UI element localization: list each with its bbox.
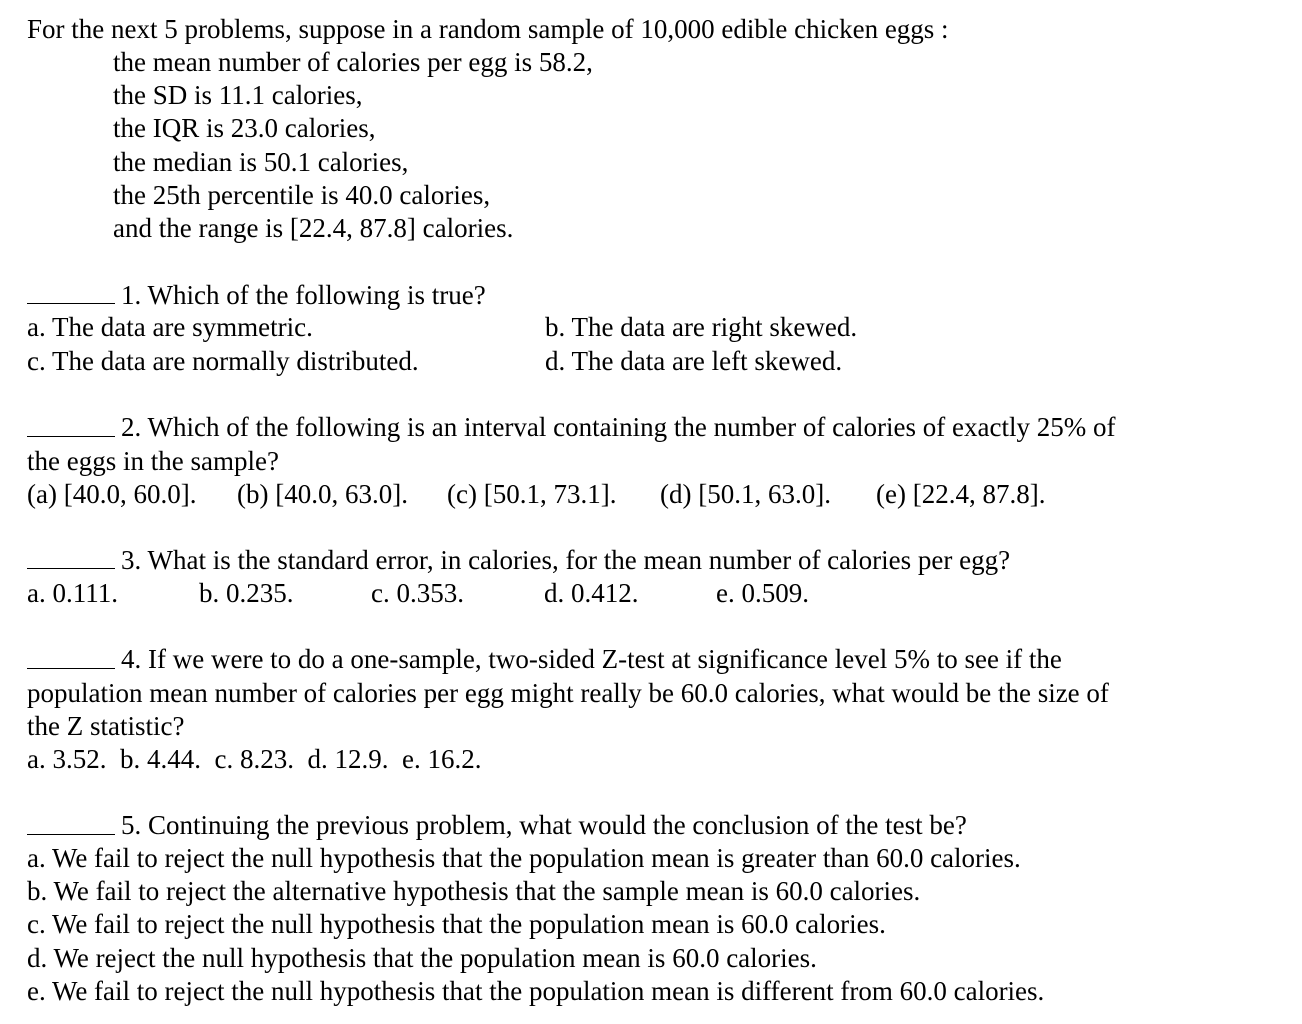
intro-fact-iqr: the IQR is 23.0 calories, — [113, 113, 376, 143]
intro-fact-p25: the 25th percentile is 40.0 calories, — [113, 180, 491, 210]
answer-blank-3[interactable] — [27, 568, 115, 569]
question-2-option-c: (c) [50.1, 73.1]. — [447, 479, 617, 509]
intro-fact-median: the median is 50.1 calories, — [113, 147, 409, 177]
question-5-option-a: a. We fail to reject the null hypothesis that the population mean is greater than 60.0 calories. — [27, 843, 1021, 873]
question-4-prompt-line-3: the Z statistic? — [27, 711, 185, 741]
question-1-option-b: b. The data are right skewed. — [545, 312, 858, 342]
question-3-option-d: d. 0.412. — [544, 578, 639, 608]
question-3-prompt: 3. What is the standard error, in calories, for the mean number of calories per egg? — [121, 545, 1011, 575]
question-2-option-e: (e) [22.4, 87.8]. — [876, 479, 1046, 509]
question-2-prompt-line-2: the eggs in the sample? — [27, 446, 279, 476]
question-2-option-d: (d) [50.1, 63.0]. — [660, 479, 831, 509]
answer-blank-4[interactable] — [27, 668, 115, 669]
question-1-option-d: d. The data are left skewed. — [545, 346, 843, 376]
intro-fact-range: and the range is [22.4, 87.8] calories. — [113, 213, 514, 243]
question-4-options: a. 3.52. b. 4.44. c. 8.23. d. 12.9. e. 16.2. — [27, 744, 482, 774]
question-3-option-a: a. 0.111. — [27, 578, 118, 608]
question-3-option-b: b. 0.235. — [199, 578, 294, 608]
question-5-option-c: c. We fail to reject the null hypothesis that the population mean is 60.0 calories. — [27, 909, 886, 939]
question-2-option-a: (a) [40.0, 60.0]. — [27, 479, 197, 509]
question-1-prompt: 1. Which of the following is true? — [121, 280, 486, 310]
question-5-prompt: 5. Continuing the previous problem, what would the conclusion of the test be? — [121, 810, 967, 840]
question-2-prompt-line-1: 2. Which of the following is an interval containing the number of calories of exactly 25% of — [121, 412, 1116, 442]
question-4-prompt-line-2: population mean number of calories per egg might really be 60.0 calories, what would be the size of — [27, 678, 1109, 708]
question-5-option-b: b. We fail to reject the alternative hypothesis that the sample mean is 60.0 calories. — [27, 876, 921, 906]
question-5-option-e: e. We fail to reject the null hypothesis that the population mean is different from 60.0 calories. — [27, 976, 1045, 1006]
answer-blank-1[interactable] — [27, 303, 115, 304]
intro-fact-sd: the SD is 11.1 calories, — [113, 80, 363, 110]
question-2-option-b: (b) [40.0, 63.0]. — [237, 479, 408, 509]
question-4-prompt-line-1: 4. If we were to do a one-sample, two-sided Z-test at significance level 5% to see if the — [121, 644, 1062, 674]
intro-fact-mean: the mean number of calories per egg is 58.2, — [113, 47, 593, 77]
question-5-option-d: d. We reject the null hypothesis that the population mean is 60.0 calories. — [27, 943, 817, 973]
question-3-option-c: c. 0.353. — [371, 578, 464, 608]
question-3-option-e: e. 0.509. — [716, 578, 809, 608]
answer-blank-2[interactable] — [27, 436, 115, 437]
question-1-option-c: c. The data are normally distributed. — [27, 346, 419, 376]
answer-blank-5[interactable] — [27, 834, 115, 835]
question-1-option-a: a. The data are symmetric. — [27, 312, 313, 342]
intro-lead: For the next 5 problems, suppose in a random sample of 10,000 edible chicken eggs : — [27, 14, 949, 44]
